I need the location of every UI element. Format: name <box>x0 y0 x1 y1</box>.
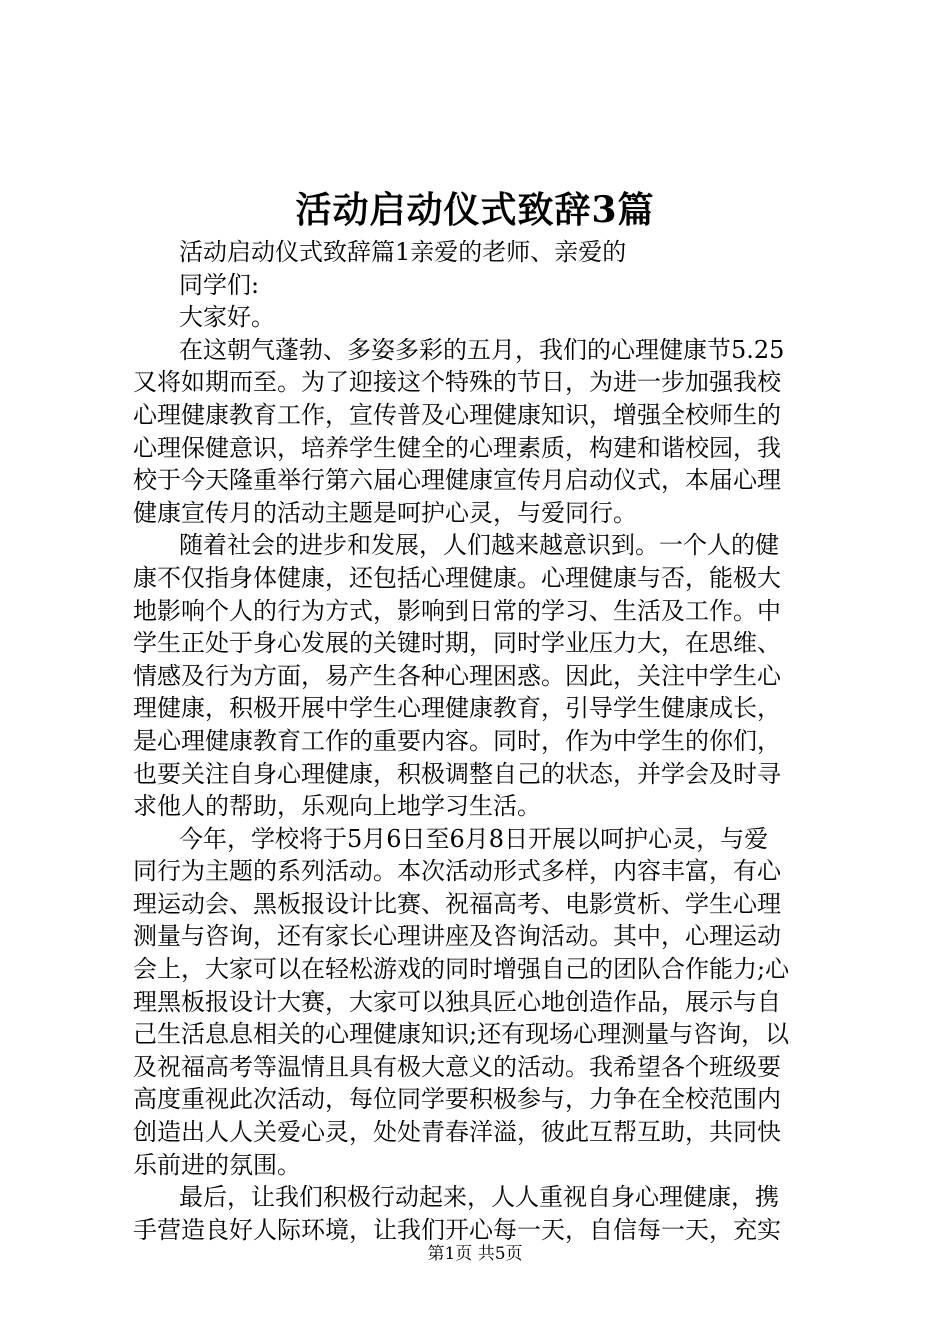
text-line: 心理保健意识，培养学生健全的心理素质，构建和谐校园，我 <box>133 433 781 462</box>
text-line: 理运动会、黑板报设计比赛、祝福高考、电影赏析、学生心理 <box>133 889 781 918</box>
text-line: 活动启动仪式致辞篇1亲爱的老师、亲爱的 <box>179 238 627 266</box>
text-line: 情感及行为方面，易产生各种心理困惑。因此，关注中学生心 <box>133 661 781 690</box>
text-line: 高度重视此次活动，每位同学要积极参与，力争在全校范围内 <box>133 1085 781 1114</box>
text-line: 大家好。 <box>179 303 275 332</box>
text-line: 最后，让我们积极行动起来，人人重视自身心理健康，携 <box>179 1183 779 1212</box>
text-line: 今年，学校将于5月6日至6月8日开展以呵护心灵，与爱 <box>179 824 769 853</box>
text-line: 也要关注自身心理健康，积极调整自己的状态，并学会及时寻 <box>133 759 781 788</box>
text-line: 测量与咨询，还有家长心理讲座及咨询活动。其中，心理运动 <box>133 922 781 951</box>
text-line: 理黑板报设计大赛，大家可以独具匠心地创造作品，展示与自 <box>133 987 781 1016</box>
text-line: 在这朝气蓬勃、多姿多彩的五月，我们的心理健康节5.25 <box>179 335 785 364</box>
text-line: 求他人的帮助，乐观向上地学习生活。 <box>133 792 541 821</box>
text-line: 校于今天隆重举行第六届心理健康宣传月启动仪式，本届心理 <box>133 466 781 495</box>
text-line: 己生活息息相关的心理健康知识;还有现场心理测量与咨询，以 <box>133 1020 790 1049</box>
text-line: 康不仅指身体健康，还包括心理健康。心理健康与否，能极大 <box>133 563 781 592</box>
document-body <box>133 236 833 1246</box>
text-line: 及祝福高考等温情且具有极大意义的活动。我希望各个班级要 <box>133 1052 781 1081</box>
text-line: 理健康，积极开展中学生心理健康教育，引导学生健康成长， <box>133 694 781 723</box>
text-line: 同学们: <box>179 270 260 299</box>
text-line: 随着社会的进步和发展，人们越来越意识到。一个人的健 <box>179 531 779 560</box>
text-line: 心理健康教育工作，宣传普及心理健康知识，增强全校师生的 <box>133 400 781 429</box>
text-line: 会上，大家可以在轻松游戏的同时增强自己的团队合作能力;心 <box>133 955 790 984</box>
page-footer: 第1页 共5页 <box>427 1244 523 1264</box>
text-line: 又将如期而至。为了迎接这个特殊的节日，为进一步加强我校 <box>133 368 781 397</box>
text-line: 手营造良好人际环境，让我们开心每一天，自信每一天，充实 <box>133 1215 781 1244</box>
text-line: 创造出人人关爱心灵，处处青春洋溢，彼此互帮互助，共同快 <box>133 1118 781 1147</box>
text-line: 健康宣传月的活动主题是呵护心灵，与爱同行。 <box>133 498 637 527</box>
text-line: 是心理健康教育工作的重要内容。同时，作为中学生的你们， <box>133 726 781 755</box>
text-line: 地影响个人的行为方式，影响到日常的学习、生活及工作。中 <box>133 596 781 625</box>
text-line: 学生正处于身心发展的关键时期，同时学业压力大，在思维、 <box>133 629 781 658</box>
document-title: 活动启动仪式致辞3篇 <box>295 189 655 231</box>
text-line: 同行为主题的系列活动。本次活动形式多样，内容丰富，有心 <box>133 857 781 886</box>
text-line: 乐前进的氛围。 <box>133 1150 301 1179</box>
